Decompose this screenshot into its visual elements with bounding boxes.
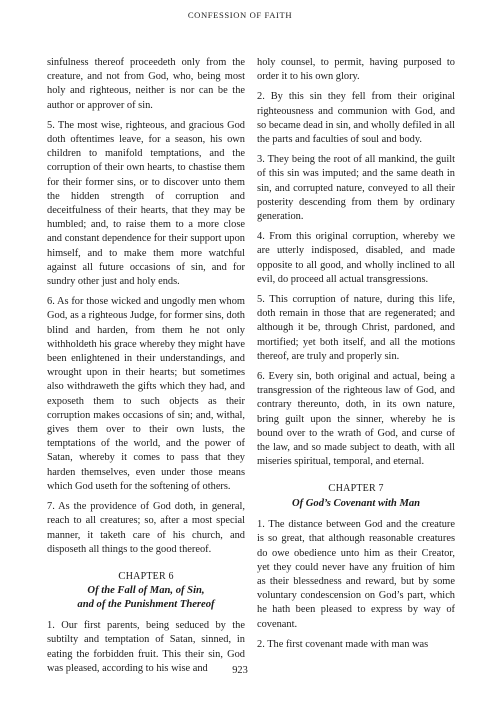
paragraph-6-5: 5. This corruption of nature, during this life, doth remain in those that are regenerated; and although it be, through Christ, pardoned, and mortified; yet both itself, and all the motions thereof, are truly and properly sin. xyxy=(257,294,455,362)
right-column xyxy=(257,56,455,658)
paragraph-6-3: 3. They being the root of all mankind, the guilt of this sin was imputed; and the same death in sin, and corrupted nature, conveyed to all their posterity descending from them by ordinary generation. xyxy=(257,154,455,223)
paragraph-5-7: 7. As the providence of God doth, in general, reach to all creatures; so, after a most special manner, it taketh care of his church, and disposeth all things to the good thereof. xyxy=(47,501,245,555)
paragraph-6-2: 2. By this sin they fell from their original righteousness and communion with God, and so became dead in sin, and wholly defiled in all the parts and faculties of soul and body. xyxy=(257,91,455,146)
paragraph-6-4: 4. From this original corruption, whereby we are utterly indisposed, disabled, and made opposite to all good, and wholly inclined to all evil, do proceed all actual transgressions. xyxy=(257,231,455,285)
paragraph-6-1-continued: holy counsel, to permit, having purposed to order it to his own glory. xyxy=(257,57,455,83)
paragraph-7-2: 2. The first covenant made with man was xyxy=(257,638,429,650)
left-column xyxy=(47,56,245,682)
chapter-6-heading xyxy=(47,569,245,611)
paragraph-5-6: 6. As for those wicked and ungodly men whom God, as a righteous Judge, for former sins, doth blind and harden, from them he not only withholdeth his grace whereby they might have been enlightened in their understandings, and wrought upon in their hearts; but sometimes also withdraweth the gifts which they had, and exposeth them to such objects as their corruption makes occasions of sin; and, withal, gives them over to their own lusts, the temptations of the world, and the power of Satan, whereby it comes to pass that they harden themselves, even under those means which God useth for the softening of others. xyxy=(47,296,245,492)
running-head: CONFESSION OF FAITH xyxy=(187,10,293,20)
page-number: 923 xyxy=(232,665,248,676)
paragraph-6-6: 6. Every sin, both original and actual, being a transgression of the righteous law of God, and contrary thereunto, doth, in its own nature, bring guilt upon the sinner, whereby he is bound over to the wrath of God, and curse of the law, and so made subject to death, with all miseries spiritual, temporal, and eternal. xyxy=(257,371,455,468)
chapter-6-title-line-2: and of the Punishment Thereof xyxy=(77,598,215,610)
paragraph-7-1: 1. The distance between God and the creature is so great, that although reasonable creatures do owe obedience unto him as their Creator, yet they could never have any fruition of him as their blessedness and reward, but by some voluntary condescension on God’s part, which he hath been pleased to express by way of covenant. xyxy=(257,519,455,630)
paragraph-continued: sinfulness thereof proceedeth only from the creature, and not from God, who, being most holy and righteous, neither is nor can be the author or approver of sin. xyxy=(47,57,245,111)
chapter-6-label: CHAPTER 6 xyxy=(118,569,174,582)
paragraph-6-1: 1. Our first parents, being seduced by the subtilty and temptation of Satan, sinned, in eating the forbidden fruit. This their sin, God was pleased, according to his wise and xyxy=(47,620,245,674)
chapter-7-heading xyxy=(257,481,455,510)
chapter-7-label: CHAPTER 7 xyxy=(328,482,384,495)
chapter-6-title-line-1: Of the Fall of Man, of Sin, xyxy=(87,585,205,597)
paragraph-5-5: 5. The most wise, righteous, and gracious God doth oftentimes leave, for a season, his own children to manifold temptations, and the corruption of their own hearts, to chastise them for their former sins, or to discover unto them the hidden strength of corruption and deceitfulness of their hearts, that they may be humbled; and, to raise them to a more close and constant dependence for their support upon himself, and to make them more watchful against all future occasions of sin, and for sundry other just and holy ends. xyxy=(47,119,245,288)
chapter-7-title: Of God’s Covenant with Man xyxy=(291,497,421,509)
